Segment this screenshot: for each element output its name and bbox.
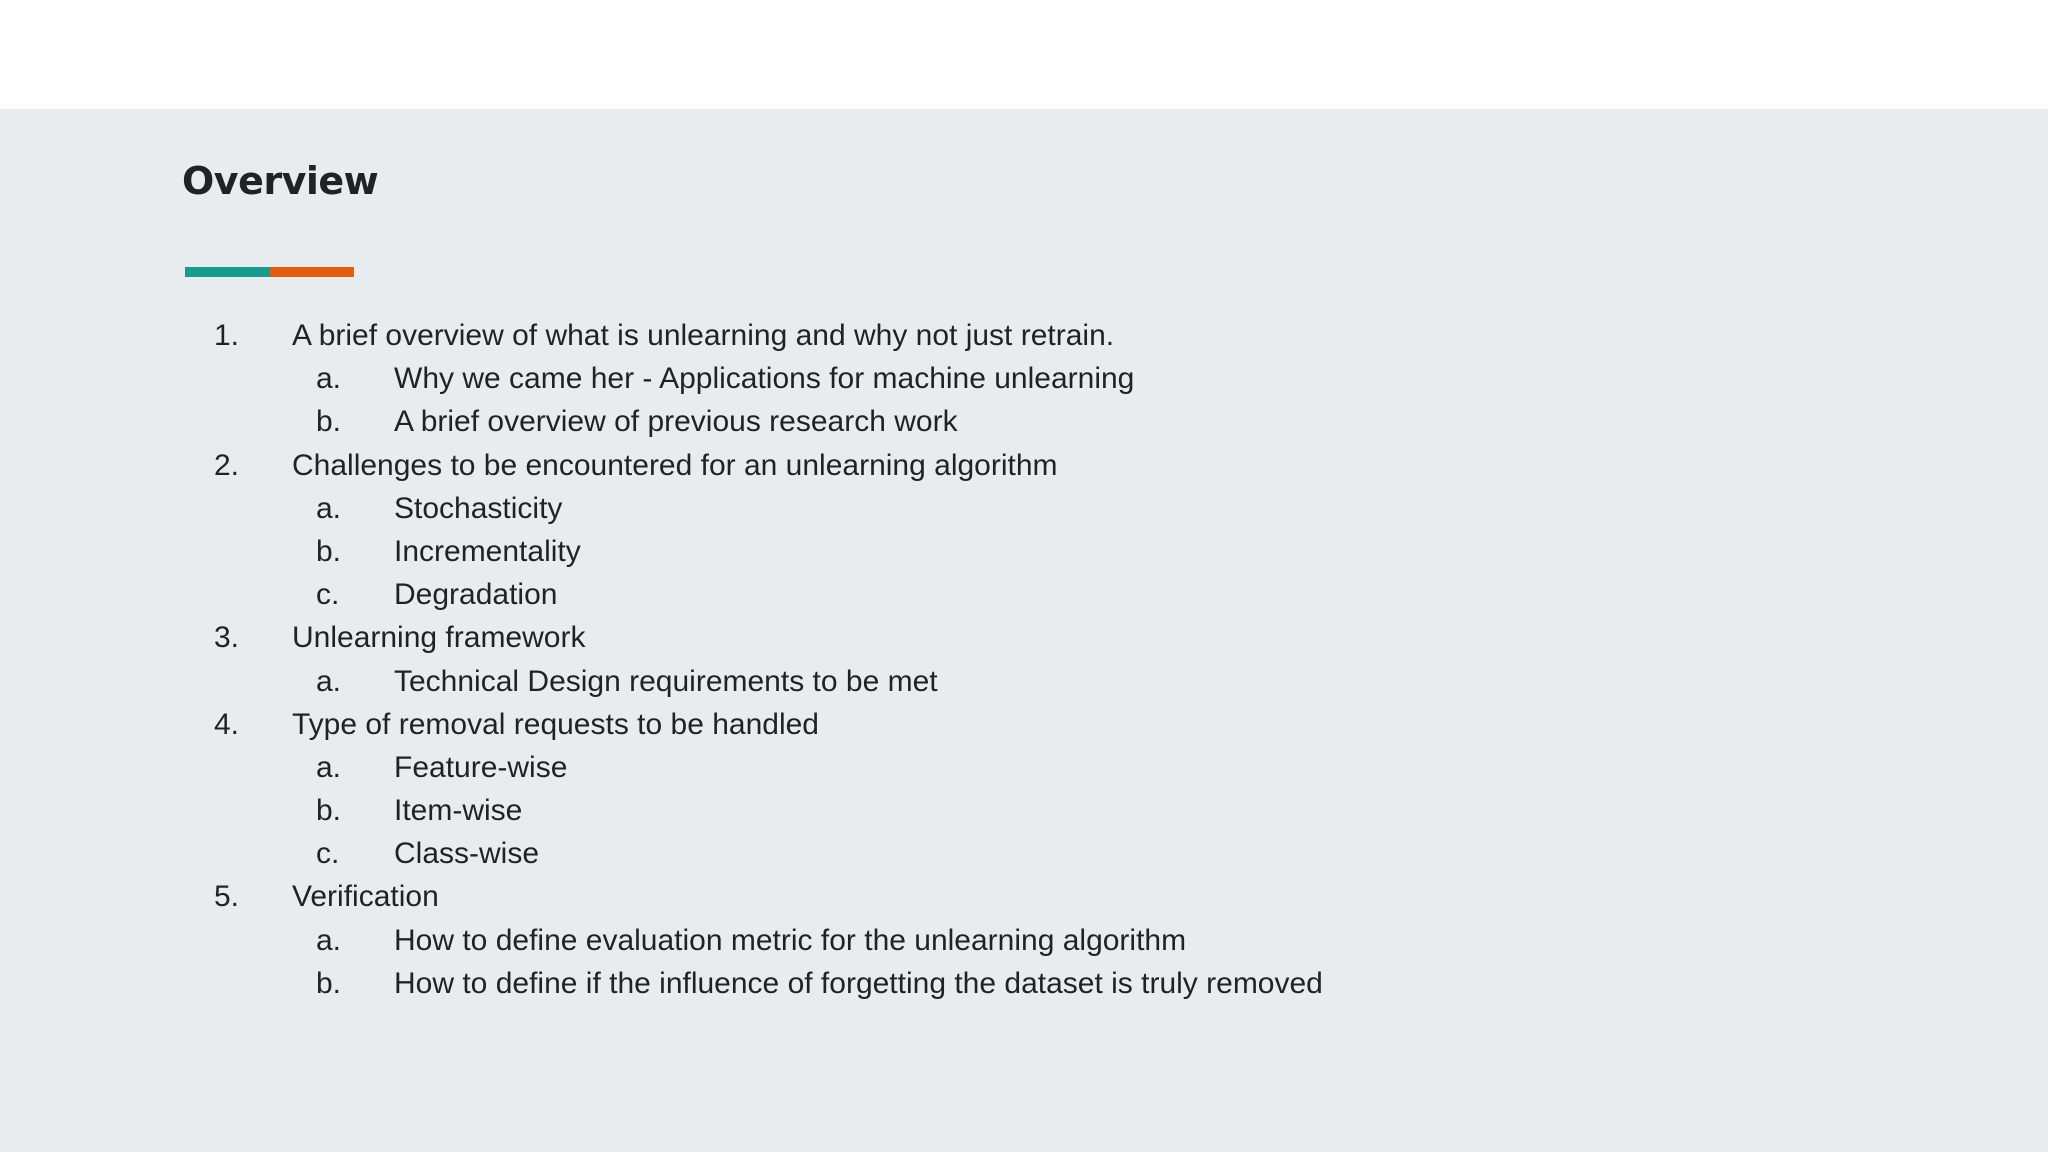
list-item-text: How to define if the influence of forgetting the dataset is truly removed: [394, 966, 1323, 1000]
outline-subitem: [0, 530, 2048, 573]
slide-title: Overview: [182, 159, 379, 203]
list-item-text: Type of removal requests to be handled: [292, 707, 819, 741]
list-marker: 2.: [214, 448, 240, 482]
outline-subitem: [0, 789, 2048, 832]
list-marker: a.: [316, 923, 342, 957]
list-item-text: Incrementality: [394, 534, 581, 568]
list-item-text: Degradation: [394, 578, 558, 612]
accent-bar-teal: [185, 267, 270, 277]
outline-item: [0, 875, 2048, 918]
list-marker: b.: [316, 966, 342, 1000]
outline-subitem: [0, 573, 2048, 616]
accent-bar-orange: [270, 267, 354, 277]
list-item-text: Class-wise: [394, 837, 540, 871]
outline-subitem: [0, 487, 2048, 530]
outline-item: [0, 314, 2048, 357]
outline-subitem: [0, 357, 2048, 400]
outline-subitem: [0, 400, 2048, 443]
top-band: [0, 0, 2048, 109]
list-item-text: Technical Design requirements to be met: [394, 664, 938, 698]
list-item-text: Item-wise: [394, 794, 523, 828]
overview-outline: [0, 314, 2048, 1005]
outline-item: [0, 703, 2048, 746]
list-marker: a.: [316, 491, 342, 525]
list-marker: a.: [316, 750, 342, 784]
list-marker: c.: [316, 578, 340, 612]
outline-subitem: [0, 746, 2048, 789]
outline-subitem: [0, 962, 2048, 1005]
list-item-text: Stochasticity: [394, 491, 563, 525]
list-marker: 5.: [214, 880, 240, 914]
list-marker: 1.: [214, 319, 240, 352]
list-marker: b.: [316, 794, 342, 828]
outline-item: [0, 616, 2048, 659]
list-marker: a.: [316, 362, 342, 396]
list-marker: 4.: [214, 707, 240, 741]
list-item-text: A brief overview of what is unlearning and why not just retrain.: [292, 319, 1115, 352]
list-marker: b.: [316, 405, 342, 439]
outline-subitem: [0, 832, 2048, 875]
list-item-text: Unlearning framework: [292, 621, 586, 655]
list-marker: a.: [316, 664, 342, 698]
list-marker: 3.: [214, 621, 240, 655]
list-item-text: A brief overview of previous research work: [394, 405, 958, 439]
list-item-text: Why we came her - Applications for machine unlearning: [394, 362, 1135, 396]
outline-subitem: [0, 919, 2048, 962]
outline-subitem: [0, 660, 2048, 703]
list-item-text: Feature-wise: [394, 750, 568, 784]
list-marker: b.: [316, 534, 342, 568]
list-marker: c.: [316, 837, 340, 871]
list-item-text: How to define evaluation metric for the unlearning algorithm: [394, 923, 1187, 957]
list-item-text: Verification: [292, 880, 439, 914]
outline-item: [0, 444, 2048, 487]
list-item-text: Challenges to be encountered for an unlearning algorithm: [292, 448, 1058, 482]
